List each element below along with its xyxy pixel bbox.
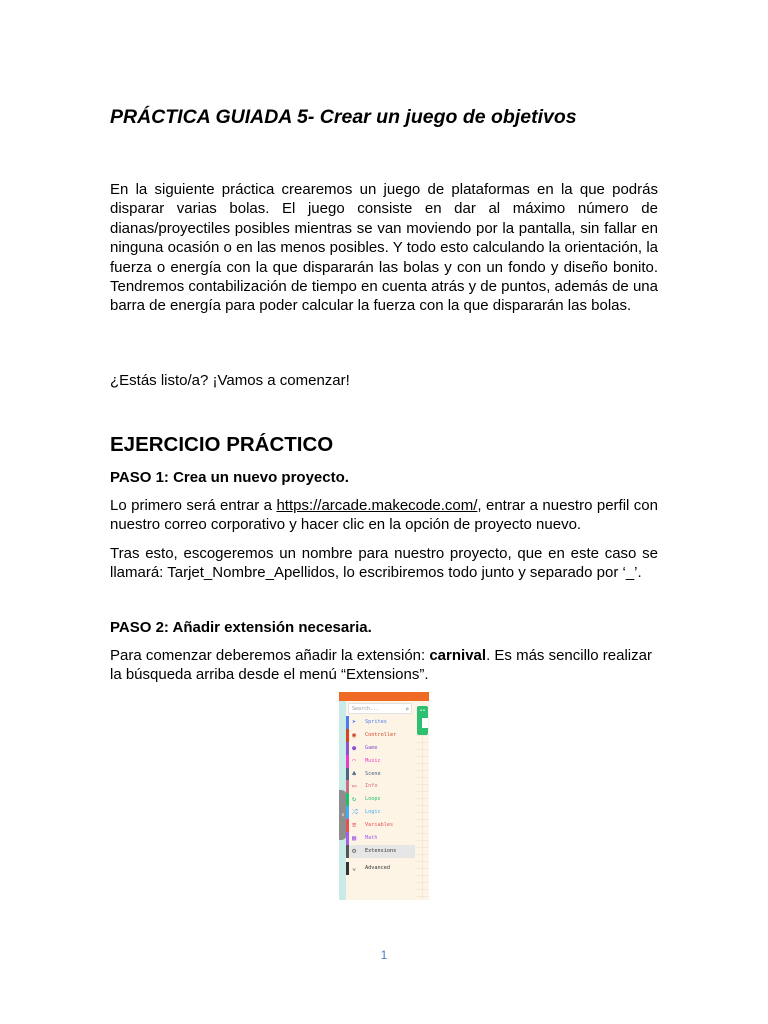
toolbox-item-label: Scene (365, 770, 381, 777)
toolbox-search-input[interactable] (348, 703, 412, 714)
step2-p-after: . Es más sencillo realizar la búsqueda arriba desde el menú “Extensions”. (110, 647, 652, 684)
toolbox-item-music[interactable] (346, 755, 415, 768)
toolbox-item-info[interactable] (346, 780, 415, 793)
toolbox-item-controller[interactable] (346, 729, 415, 742)
search-icon: ⌕ (405, 706, 409, 713)
id-card-icon: ▭ (352, 782, 357, 791)
step2-heading: PASO 2: Añadir extensión necesaria. (110, 619, 372, 636)
toolbox-item-logic[interactable] (346, 806, 415, 819)
toolbox-item-label: Loops (365, 796, 381, 803)
toolbox-item-advanced[interactable] (346, 862, 415, 875)
carnival-extension-name: carnival (429, 647, 487, 664)
toolbox-item-label: Info (365, 783, 378, 790)
section-heading: EJERCICIO PRÁCTICO (110, 433, 334, 456)
toolbox-item-label: Logic (365, 809, 381, 816)
step1-heading: PASO 1: Crea un nuevo proyecto. (110, 469, 349, 486)
loop-icon: ↻ (352, 795, 357, 804)
toolbox-item-variables[interactable] (346, 819, 415, 832)
toolbox-item-loops[interactable] (346, 793, 415, 806)
step1-p1-before: Lo primero será entrar a (110, 497, 277, 514)
toolbox-item-label: Math (365, 835, 378, 842)
toolbox-item-label: Extensions (365, 847, 397, 854)
page-title: PRÁCTICA GUIADA 5- Crear un juego de objetivos (110, 106, 577, 128)
step1-paragraph-1 (110, 496, 658, 535)
intro-paragraph: En la siguiente práctica crearemos un juego de plataformas en la que podrás disparar varias bolas. El juego consiste en dar al máximo número de dianas/proyectiles posibles mientras se van moviendo por la pantalla, sin fallar en ninguna ocasión o en las menos posibles. Y todo esto calculando la orientación, la fuerza o energía con la que dispararán las bolas y con un fondo y diseño bonito. Tendremos contabilización de tiempo en cuenta atrás y de puntos, además de una barra de energía para poder calcular la fuerza con la que dispararán las bolas. (110, 181, 658, 315)
toolbox-item-extensions[interactable] (346, 845, 415, 858)
step1-p1-after: , entrar a nuestro perfil con nuestro correo corporativo y hacer clic en la opción de proyecto nuevo. (110, 497, 658, 534)
toolbox-item-label: Advanced (365, 864, 390, 871)
toolbox-item-math[interactable] (346, 832, 415, 845)
makecode-toolbox-screenshot (339, 692, 429, 900)
chevron-down-icon: ⌄ (352, 863, 357, 872)
ready-text: ¿Estás listo/a? ¡Vamos a comenzar! (110, 372, 350, 389)
gear-icon: ⚙ (352, 846, 357, 855)
toolbox-item-label: Sprites (365, 719, 387, 725)
list-icon: ≡ (352, 821, 357, 830)
paper-plane-icon: ➤ (352, 718, 357, 726)
step2-p-before: Para comenzar deberemos añadir la extensión: (110, 647, 430, 664)
step2-paragraph (110, 646, 658, 685)
tree-icon: ♣ (352, 769, 357, 778)
chevron-left-icon: ‹ (340, 810, 346, 819)
toolbox-item-scene[interactable] (346, 768, 415, 781)
shuffle-icon: ⤮ (352, 808, 358, 817)
page-number: 1 (380, 948, 388, 962)
toolbox-category-list (346, 716, 415, 875)
search-placeholder: Search... (352, 706, 380, 712)
toolbox-item-label: Game (365, 744, 378, 751)
editor-top-bar (339, 692, 429, 701)
step1-paragraph-2: Tras esto, escogeremos un nombre para nuestro proyecto, que en este caso se llamará: Tarjet_Nombre_Apellidos, lo escribiremos todo junto y separado por ‘_’. (110, 545, 658, 582)
toolbox-item-game[interactable] (346, 742, 415, 755)
on-start-block[interactable]: •• (417, 706, 428, 735)
calculator-icon: ▦ (352, 834, 357, 843)
toolbox-item-label: Variables (365, 822, 394, 829)
makecode-link[interactable]: https://arcade.makecode.com/ (276, 497, 478, 514)
toolbox-item-label: Music (365, 757, 381, 764)
gamepad-icon: ◉ (352, 730, 357, 739)
game-circle-icon: ● (352, 743, 357, 752)
toolbox-item-label: Controller (365, 731, 397, 738)
toolbox-item-sprites[interactable] (346, 716, 415, 729)
headphones-icon: ◠ (352, 756, 357, 765)
